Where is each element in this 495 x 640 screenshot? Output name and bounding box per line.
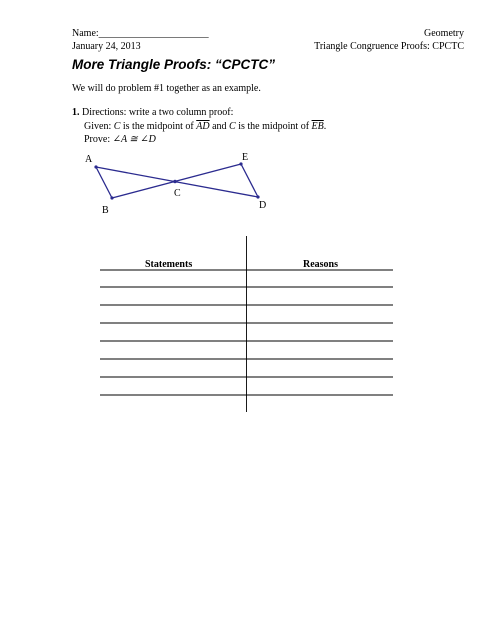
given-segment-ad: $\overline{AD}$: [196, 121, 210, 132]
given-end: .: [323, 121, 327, 132]
given-midpoint-text-1: is the midpoint of: [120, 121, 197, 132]
given-midpoint-text-2: is the midpoint of: [235, 121, 312, 132]
header-subject: Geometry: [424, 28, 464, 39]
problem-directions: Directions: write a two column proof:: [82, 107, 234, 118]
header-unit: Triangle Congruence Proofs: CPCTC: [314, 41, 464, 52]
point-label-b: B: [102, 205, 109, 216]
prove-label: Prove:: [84, 134, 113, 145]
point-label-c: C: [174, 188, 181, 199]
point-label-d: D: [259, 200, 267, 211]
reasons-header: Reasons: [303, 259, 339, 270]
given-label: Given:: [84, 121, 114, 132]
name-blank[interactable]: ______________________: [98, 28, 209, 39]
given-and: and: [209, 121, 230, 132]
name-label: Name:: [72, 28, 99, 39]
prove-statement: ∠A ≅ ∠D: [112, 134, 156, 145]
header-date: January 24, 2013: [72, 41, 141, 52]
point-label-a: A: [85, 154, 93, 165]
page-title: More Triangle Proofs: “CPCTC”: [72, 57, 276, 72]
given-point-c1: C: [113, 121, 121, 132]
problem-number: 1.: [72, 107, 80, 118]
statements-header: Statements: [145, 259, 193, 270]
given-segment-eb: $\overline{EB}$: [311, 121, 324, 132]
given-point-c2: C: [229, 121, 236, 132]
intro-text: We will do problem #1 together as an example.: [72, 83, 261, 94]
point-label-e: E: [242, 152, 249, 163]
